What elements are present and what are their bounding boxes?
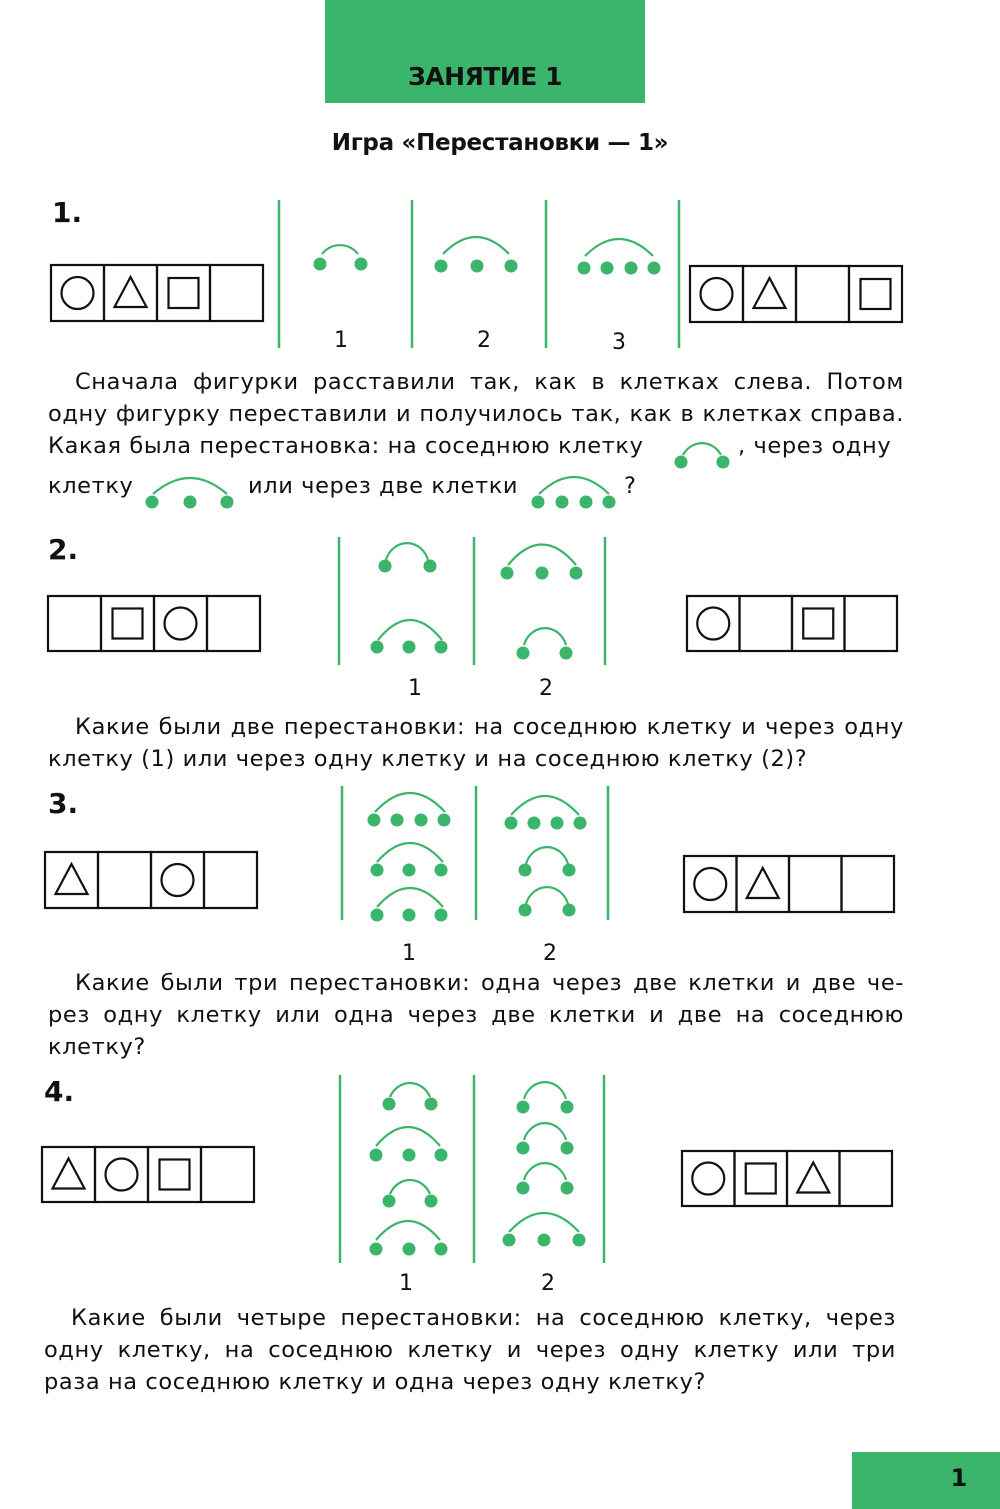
task-3-column-label-2: 2 [543,941,557,966]
task-4-column-label-2: 2 [541,1271,555,1296]
task-2-left-cells [48,596,260,651]
task-4-right-circle-icon [692,1163,724,1195]
task-3-col2-arcs [505,796,587,917]
task-2-column-label-1: 1 [408,676,422,701]
task-2-line-1: Какие были две перестановки: на соседнюю клетку и через одну [75,714,904,740]
task-1-line-3b: , через одну [738,433,892,459]
task-1-line-4c: ? [624,473,637,499]
task-2-left-cell-2 [101,596,154,651]
task-4-left-circle-icon [106,1159,138,1191]
task-3-right-cells [684,856,894,912]
task-1-right-cell-2 [743,266,796,322]
task-2-right-square-icon [803,609,833,639]
task-2-right-cell-2 [740,596,793,651]
task-4-left-square-icon [160,1160,190,1190]
task-1-text [48,366,904,502]
task-4-line-3: раза на соседнюю клетку и одна через одну клетку? [44,1369,707,1395]
task-3-right-cell-2 [737,856,790,912]
task-1-column-label-1: 1 [334,328,348,353]
task-1-column-label-2: 2 [477,328,491,353]
task-4-right-triangle-icon [797,1163,829,1193]
task-1-right-square-icon [861,279,891,309]
task-1-swap-adjacent-icon [314,245,368,270]
task-3-right-cell-3 [789,856,842,912]
task-3-right-cell-1 [684,856,737,912]
task-1-line-4b: или через две клетки [248,473,519,499]
task-1-column-label-3: 3 [612,330,626,355]
page-number-bar [852,1452,1000,1509]
task-4-text [44,1302,896,1398]
task-4-left-cell-2 [95,1147,148,1202]
task-1-left-square-icon [169,278,199,308]
task-2-col2-arcs [501,545,583,660]
task-4-left-cell-4 [201,1147,254,1202]
task-4-line-1: Какие были четыре перестановки: на соседнюю клетку, через [71,1305,896,1331]
task-1-swap-over-two-icon [578,239,661,275]
task-3-line-1: Какие были три перестановки: одна через две клетки и две че- [75,970,904,996]
task-1-right-cells [690,266,902,322]
task-2-right-cell-4 [845,596,898,651]
task-1-right-triangle-icon [754,278,786,308]
task-3-text [48,967,904,1063]
task-3-left-circle-icon [162,864,194,896]
task-1-right-cell-3 [796,266,849,322]
task-2-line-2: клетку (1) или через одну клетку и на соседнюю клетку (2)? [48,746,808,772]
task-1-left-cell-3 [157,265,210,321]
task-1-right-cell-4 [849,266,902,322]
task-1-line-2: одну фигурку переставили и получилось так, как в клетках справа. [48,401,904,427]
task-4-right-cell-1 [682,1151,735,1206]
task-4-left-triangle-icon [53,1159,85,1189]
task-3-right-circle-icon [694,868,726,900]
task-2-number: 2. [48,533,79,566]
task-4-right-square-icon [746,1164,776,1194]
task-4-right-cell-2 [735,1151,788,1206]
lesson-title: ЗАНЯТИЕ 1 [408,62,562,91]
task-3-line-3: клетку? [48,1034,146,1060]
task-2-column-label-2: 2 [539,676,553,701]
task-4-number: 4. [44,1075,75,1108]
task-2-right-circle-icon [697,608,729,640]
task-3-right-cell-4 [842,856,895,912]
task-4-left-cells [42,1147,254,1202]
task-1-left-cell-4 [210,265,263,321]
task-1-left-cell-1 [51,265,104,321]
task-3-left-cell-2 [98,852,151,908]
task-1-left-cells [51,265,263,321]
game-title: Игра «Перестановки — 1» [331,130,669,156]
task-1-line-3a: Какая была перестановка: на соседнюю клетку [48,433,644,459]
task-2-left-square-icon [113,609,143,639]
task-4-right-cell-4 [840,1151,893,1206]
task-3-left-cell-1 [45,852,98,908]
task-3-left-cell-4 [204,852,257,908]
task-1-swap-over-one-icon [435,237,518,273]
task-4-col2-arcs [503,1082,586,1246]
task-4-left-cell-3 [148,1147,201,1202]
task-4-col1-arcs [370,1083,448,1256]
task-3-line-2: рез одну клетку или одна через две клетки и две на соседнюю [48,1002,904,1028]
task-4-left-cell-1 [42,1147,95,1202]
task-2-col1-arcs [371,543,448,653]
task-3-right-triangle-icon [747,868,779,898]
task-4-right-cell-3 [787,1151,840,1206]
task-2-right-cell-3 [792,596,845,651]
task-2-right-cell-1 [687,596,740,651]
task-3-col1-arcs [368,793,451,922]
task-1-left-cell-2 [104,265,157,321]
task-2-left-cell-3 [154,596,207,651]
task-2-left-cell-1 [48,596,101,651]
task-1-right-circle-icon [701,278,733,310]
task-1-right-cell-1 [690,266,743,322]
task-1-left-triangle-icon [115,277,147,307]
task-2-right-cells [687,596,897,651]
task-3-column-label-1: 1 [402,941,416,966]
task-1-line-1: Сначала фигурки расставили так, как в клетках слева. Потом [75,369,904,395]
task-2-left-cell-4 [207,596,260,651]
task-3-left-cells [45,852,257,908]
task-4-column-label-1: 1 [399,1271,413,1296]
task-1-line-4a: клетку [48,473,134,499]
task-1-number: 1. [52,196,83,229]
task-2-text [48,711,904,775]
page-number: 1 [950,1464,968,1492]
task-2-left-circle-icon [165,608,197,640]
task-3-left-triangle-icon [56,864,88,894]
task-4-line-2: одну клетку, на соседнюю клетку и через одну клетку или три [44,1337,896,1363]
task-4-right-cells [682,1151,892,1206]
task-3-left-cell-3 [151,852,204,908]
task-1-separators [279,200,679,348]
task-3-number: 3. [48,787,79,820]
task-1-left-circle-icon [62,277,94,309]
